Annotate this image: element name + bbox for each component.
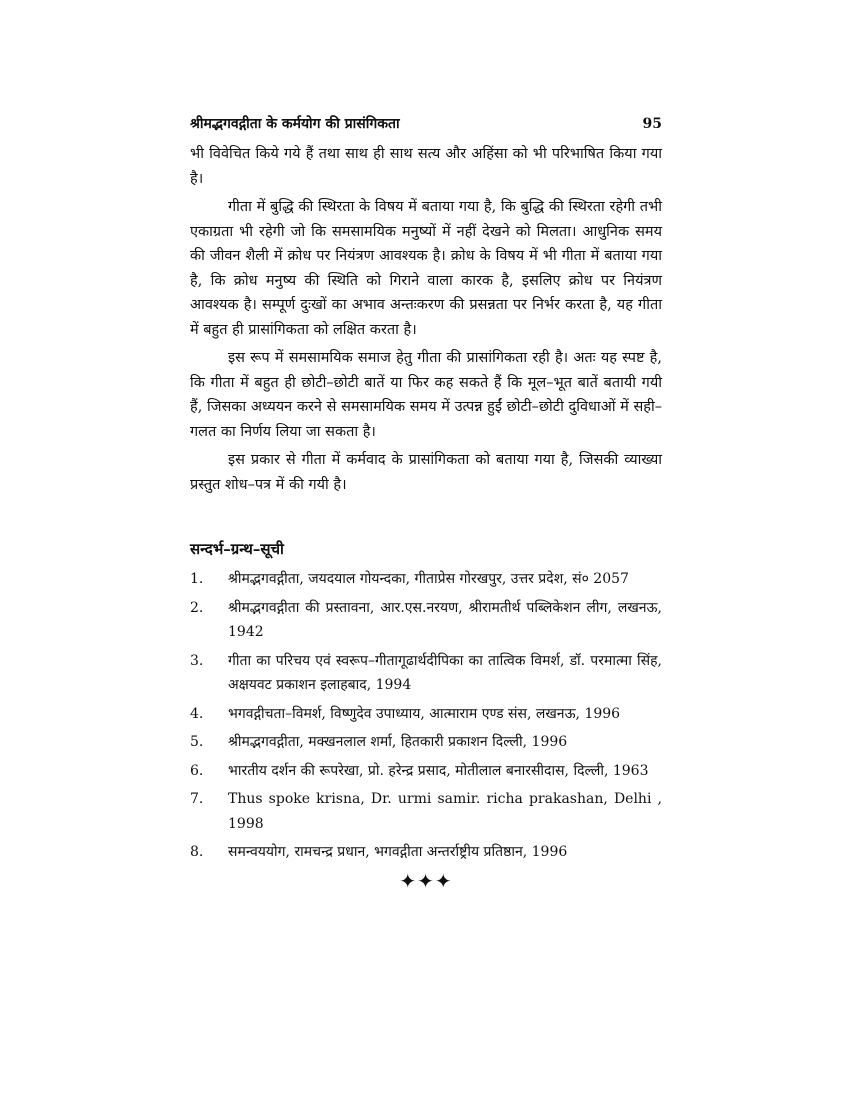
reference-item [190, 730, 662, 755]
reference-item [190, 759, 662, 784]
reference-text: भारतीय दर्शन की रूपरेखा, प्रो. हरेन्द्र प्रसाद, मोतीलाल बनारसीदास, दिल्ली, 1963 [228, 762, 649, 779]
reference-item [190, 649, 662, 698]
reference-item [190, 567, 662, 592]
reference-text: श्रीमद्भगवद्गीता, जयदयाल गोयन्दका, गीताप्रेस गोरखपुर, उत्तर प्रदेश, सं० 2057 [228, 571, 629, 587]
paragraph: इस रूप में समसामयिक समाज हेतु गीता की प्रासांगिकता रही है। अतः यह स्पष्ट है, कि गीता में बहुत ही छोटी–छोटी बातें या फिर कह सकते हैं कि मूल–भूत बातें बतायी गयी हैं, जिसका अध्ययन करने से समसामयिक समय में उत्पन्न हुईं छोटी–छोटी दुविधाओं में सही–गलत का निर्णय लिया जा सकता है। [190, 350, 662, 440]
reference-text: Thus spoke krisna, Dr. urmi samir. richa prakashan, Delhi , 1998 [228, 791, 662, 832]
reference-text: भगवद्गीचता–विमर्श, विष्णुदेव उपाध्याय, आत्माराम एण्ड संस, लखनऊ, 1996 [228, 705, 621, 722]
reference-item [190, 596, 662, 645]
running-header [190, 114, 662, 142]
paragraph: गीता में बुद्धि की स्थिरता के विषय में बताया गया है, कि बुद्धि की स्थिरता रहेगी तभी एकाग्रता भी रहेगी जो कि समसामयिक मनुष्यों में नहीं देखने को मिलता। आधुनिक समय की जीवन शैली में क्रोध पर नियंत्रण आवश्यक है। क्रोध के विषय में भी गीता में बताया गया है, कि क्रोध मनुष्य की स्थिति को गिराने वाला कारक है, इसलिए क्रोध पर नियंत्रण आवश्यक है। सम्पूर्ण दुःखों का अभाव अन्तःकरण की प्रसन्नता पर निर्भर करता है, यह गीता में बहुत ही प्रासांगिकता को लक्षित करता है। [190, 199, 662, 338]
reference-number: 1. [190, 571, 204, 587]
reference-number: 5. [190, 734, 204, 750]
reference-number: 3. [190, 652, 204, 669]
running-title: श्रीमद्भगवद्गीता के कर्मयोग की प्रासंगिकता [190, 116, 400, 132]
reference-text: श्रीमद्भगवद्गीता, मक्खनलाल शर्मा, हितकारी प्रकाशन दिल्ली, 1996 [228, 734, 568, 750]
reference-number: 2. [190, 599, 204, 616]
reference-list [190, 567, 662, 865]
page-number: 95 [642, 116, 662, 132]
reference-text: श्रीमद्भगवद्गीता की प्रस्तावना, आर.एस.नरयण, श्रीरामतीर्थ पब्लिकेशन लीग, लखनऊ, 1942 [228, 599, 662, 640]
reference-item [190, 840, 662, 865]
reference-number: 6. [190, 762, 204, 779]
reference-number: 4. [190, 705, 204, 722]
document-page [190, 114, 662, 893]
reference-text: गीता का परिचय एवं स्वरूप–गीतागूढार्थदीपिका का तात्विक विमर्श, डॉ. परमात्मा सिंह, अक्षयवट प्रकाशन इलाहबाद, 1994 [228, 652, 662, 693]
reference-number: 8. [190, 844, 204, 860]
reference-number: 7. [190, 791, 204, 807]
reference-text: समन्वययोग, रामचन्द्र प्रधान, भगवद्गीता अन्तर्राष्ट्रीय प्रतिष्ठान, 1996 [228, 844, 568, 860]
paragraph-continued: भी विवेचित किये गये हैं तथा साथ ही साथ सत्य और अहिंसा को भी परिभाषित किया गया है। [190, 146, 662, 187]
reference-item [190, 702, 662, 727]
paragraph: इस प्रकार से गीता में कर्मवाद के प्रासांगिकता को बताया गया है, जिसकी व्याख्या प्रस्तुत शोध–पत्र में की गयी है। [190, 452, 662, 493]
reference-item [190, 787, 662, 836]
end-ornament: ✦✦✦ [399, 868, 453, 893]
references-heading: सन्दर्भ–ग्रन्थ–सूची [190, 540, 284, 558]
